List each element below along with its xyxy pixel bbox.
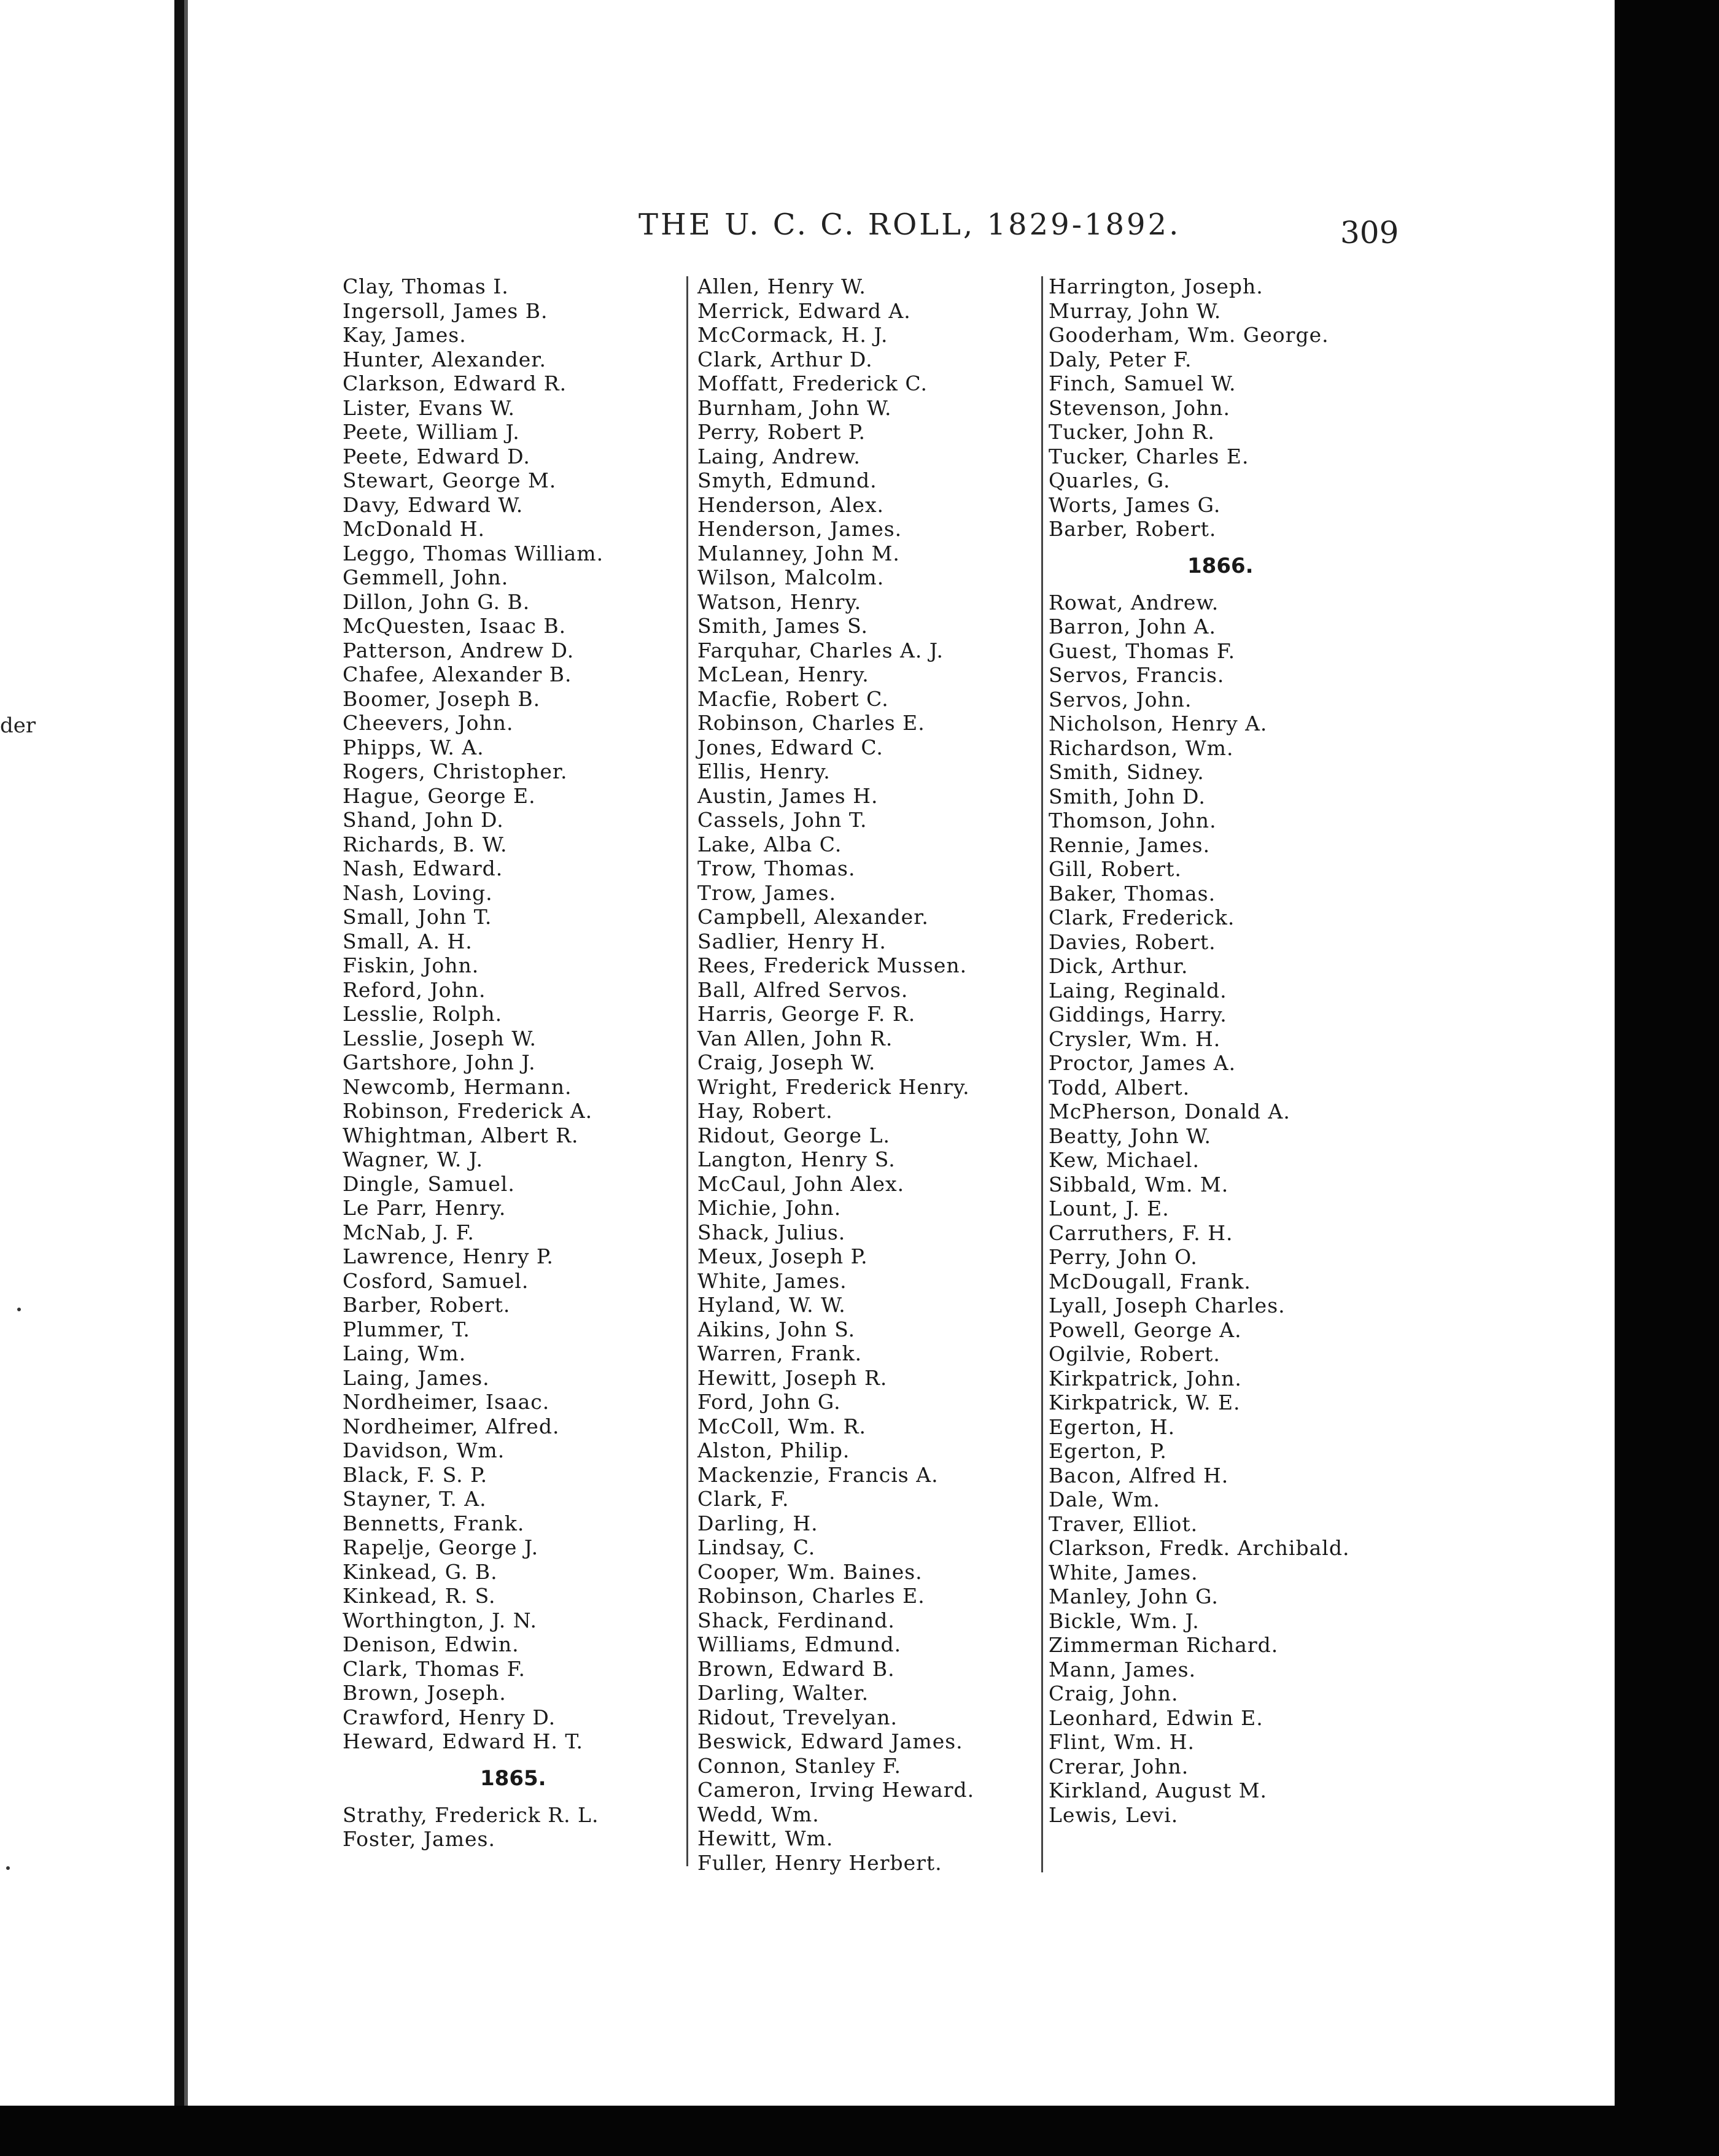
- roll-entry: Kew, Michael.: [1049, 1148, 1200, 1172]
- roll-entry: Dillon, John G. B.: [343, 589, 530, 614]
- roll-entry: Smith, James S.: [697, 614, 869, 638]
- roll-entry: Robinson, Charles E.: [697, 711, 925, 735]
- roll-entry: Lindsay, C.: [697, 1535, 816, 1559]
- roll-entry: Robinson, Charles E.: [697, 1584, 925, 1608]
- roll-entry: Fiskin, John.: [343, 953, 479, 977]
- roll-entry: Campbell, Alexander.: [697, 905, 929, 929]
- roll-entry: McNab, J. F.: [343, 1220, 475, 1244]
- roll-entry: Trow, James.: [697, 880, 837, 905]
- roll-entry: Clark, Arthur D.: [697, 347, 873, 371]
- roll-entry: Brown, Edward B.: [697, 1656, 895, 1681]
- binding-shadow-edge: [184, 0, 188, 2156]
- roll-entry: Worts, James G.: [1049, 492, 1221, 517]
- roll-entry: Nordheimer, Isaac.: [343, 1390, 550, 1414]
- roll-entry: Robinson, Frederick A.: [343, 1099, 593, 1123]
- roll-entry: Gooderham, Wm. George.: [1049, 323, 1329, 347]
- roll-entry: Hague, George E.: [343, 783, 536, 808]
- roll-entry: Gemmell, John.: [343, 565, 509, 589]
- roll-entry: Crerar, John.: [1049, 1754, 1189, 1778]
- roll-entry: Beatty, John W.: [1049, 1123, 1211, 1148]
- roll-entry: Ellis, Henry.: [697, 759, 831, 783]
- roll-entry: Flint, Wm. H.: [1049, 1730, 1195, 1754]
- margin-speck: [17, 1308, 21, 1311]
- roll-entry: Lister, Evans W.: [343, 395, 516, 420]
- scan-border-right: [1615, 0, 1719, 2156]
- roll-entry: Worthington, J. N.: [343, 1608, 538, 1632]
- roll-entry: Jones, Edward C.: [697, 735, 883, 759]
- roll-entry: Peete, William J.: [343, 420, 520, 444]
- roll-entry: Guest, Thomas F.: [1049, 638, 1236, 663]
- roll-entry: Egerton, H.: [1049, 1414, 1176, 1439]
- roll-entry: Kinkead, G. B.: [343, 1559, 498, 1584]
- roll-entry: Cameron, Irving Heward.: [697, 1778, 975, 1802]
- roll-entry: Langton, Henry S.: [697, 1147, 896, 1171]
- roll-entry: Kirkpatrick, W. E.: [1049, 1390, 1241, 1414]
- roll-entry: Reford, John.: [343, 977, 486, 1002]
- roll-entry: Traver, Elliot.: [1049, 1511, 1198, 1536]
- roll-entry: Daly, Peter F.: [1049, 347, 1192, 371]
- roll-entry: Wright, Frederick Henry.: [697, 1074, 970, 1099]
- roll-entry: Dick, Arthur.: [1049, 954, 1189, 978]
- roll-entry: Nordheimer, Alfred.: [343, 1414, 560, 1438]
- roll-entry: Kirkpatrick, John.: [1049, 1366, 1242, 1390]
- roll-entry: Trow, Thomas.: [697, 856, 856, 880]
- roll-entry: Crawford, Henry D.: [343, 1705, 556, 1729]
- roll-entry: Chafee, Alexander B.: [343, 662, 572, 686]
- roll-entry: Quarles, G.: [1049, 468, 1171, 492]
- roll-entry: White, James.: [1049, 1560, 1198, 1584]
- roll-entry: McCormack, H. J.: [697, 323, 888, 347]
- roll-entry: Hewitt, Wm.: [697, 1826, 834, 1850]
- roll-entry: Watson, Henry.: [697, 589, 862, 614]
- roll-entry: Ingersoll, James B.: [343, 298, 548, 323]
- roll-entry: Lewis, Levi.: [1049, 1802, 1179, 1827]
- roll-entry: Austin, James H.: [697, 783, 879, 808]
- roll-entry: Beswick, Edward James.: [697, 1729, 963, 1753]
- roll-entry: Laing, Wm.: [343, 1341, 467, 1365]
- roll-entry: Crysler, Wm. H.: [1049, 1026, 1221, 1051]
- roll-entry: Servos, Francis.: [1049, 663, 1225, 687]
- roll-entry: Mulanney, John M.: [697, 541, 900, 565]
- roll-entry: Wagner, W. J.: [343, 1147, 484, 1171]
- roll-entry: Todd, Albert.: [1049, 1075, 1190, 1099]
- roll-entry: Hewitt, Joseph R.: [697, 1365, 888, 1390]
- roll-entry: Perry, John O.: [1049, 1245, 1198, 1269]
- roll-entry: Manley, John G.: [1049, 1584, 1219, 1608]
- roll-entry: Mann, James.: [1049, 1657, 1197, 1681]
- roll-entry: Gill, Robert.: [1049, 857, 1182, 881]
- roll-entry: Meux, Joseph P.: [697, 1244, 868, 1268]
- name-column-3: [1049, 274, 1429, 1827]
- roll-entry: Fuller, Henry Herbert.: [697, 1850, 942, 1875]
- roll-entry: Shand, John D.: [343, 808, 504, 832]
- roll-entry: Williams, Edmund.: [697, 1632, 902, 1656]
- year-heading: 1866.: [1187, 553, 1254, 578]
- roll-entry: Finch, Samuel W.: [1049, 371, 1236, 395]
- roll-entry: Ball, Alfred Servos.: [697, 977, 909, 1002]
- roll-entry: Clarkson, Edward R.: [343, 371, 567, 395]
- roll-entry: Dale, Wm.: [1049, 1487, 1160, 1511]
- roll-entry: Nash, Edward.: [343, 856, 503, 880]
- roll-entry: Cosford, Samuel.: [343, 1268, 529, 1293]
- roll-entry: Smith, Sidney.: [1049, 760, 1205, 784]
- roll-entry: Rogers, Christopher.: [343, 759, 568, 783]
- roll-entry: Rennie, James.: [1049, 832, 1211, 857]
- roll-entry: Lake, Alba C.: [697, 832, 842, 856]
- roll-entry: Proctor, James A.: [1049, 1051, 1236, 1075]
- roll-entry: Shack, Ferdinand.: [697, 1608, 895, 1632]
- roll-entry: Warren, Frank.: [697, 1341, 863, 1365]
- roll-entry: Zimmerman Richard.: [1049, 1633, 1279, 1657]
- roll-entry: Richards, B. W.: [343, 832, 508, 856]
- roll-entry: Macfie, Robert C.: [697, 686, 889, 711]
- roll-entry: McLean, Henry.: [697, 662, 869, 686]
- roll-entry: Newcomb, Hermann.: [343, 1074, 572, 1099]
- roll-entry: Davies, Robert.: [1049, 929, 1216, 954]
- roll-entry: McDougall, Frank.: [1049, 1269, 1251, 1293]
- roll-entry: Kay, James.: [343, 323, 467, 347]
- roll-entry: Van Allen, John R.: [697, 1026, 893, 1050]
- roll-entry: McQuesten, Isaac B.: [343, 614, 567, 638]
- roll-entry: Mackenzie, Francis A.: [697, 1462, 939, 1487]
- roll-entry: Stevenson, John.: [1049, 395, 1230, 420]
- roll-entry: Clark, Frederick.: [1049, 905, 1235, 929]
- roll-entry: Denison, Edwin.: [343, 1632, 519, 1656]
- roll-entry: Le Parr, Henry.: [343, 1196, 506, 1220]
- roll-entry: Small, A. H.: [343, 929, 473, 953]
- roll-entry: Darling, H.: [697, 1511, 818, 1535]
- roll-entry: Tucker, Charles E.: [1049, 444, 1249, 468]
- roll-entry: Cassels, John T.: [697, 808, 867, 832]
- roll-entry: Michie, John.: [697, 1196, 842, 1220]
- roll-entry: Rapelje, George J.: [343, 1535, 539, 1559]
- roll-entry: Nicholson, Henry A.: [1049, 712, 1268, 735]
- roll-entry: Sibbald, Wm. M.: [1049, 1172, 1229, 1196]
- roll-entry: Hay, Robert.: [697, 1099, 833, 1123]
- margin-fragment: der: [0, 713, 36, 738]
- roll-entry: Lyall, Joseph Charles.: [1049, 1293, 1286, 1317]
- roll-entry: Laing, Andrew.: [697, 444, 861, 468]
- roll-entry: Egerton, P.: [1049, 1439, 1167, 1463]
- roll-entry: Smyth, Edmund.: [697, 468, 877, 492]
- roll-entry: Black, F. S. P.: [343, 1462, 488, 1487]
- roll-entry: Servos, John.: [1049, 687, 1192, 712]
- roll-entry: McColl, Wm. R.: [697, 1414, 867, 1438]
- column-rule: [1041, 276, 1043, 1872]
- left-margin: [0, 0, 178, 2156]
- roll-entry: Hyland, W. W.: [697, 1293, 846, 1317]
- roll-entry: White, James.: [697, 1268, 847, 1293]
- roll-entry: Strathy, Frederick R. L.: [343, 1802, 599, 1827]
- roll-entry: Small, John T.: [343, 905, 492, 929]
- roll-entry: Lesslie, Joseph W.: [343, 1026, 537, 1050]
- roll-entry: Aikins, John S.: [697, 1317, 856, 1341]
- scan-border-bottom: [0, 2106, 1719, 2156]
- roll-entry: Clay, Thomas I.: [343, 274, 509, 298]
- roll-entry: Heward, Edward H. T.: [343, 1729, 584, 1753]
- roll-entry: Stayner, T. A.: [343, 1487, 487, 1511]
- roll-entry: Cooper, Wm. Baines.: [697, 1559, 923, 1584]
- roll-entry: Foster, James.: [343, 1827, 495, 1851]
- roll-entry: Carruthers, F. H.: [1049, 1220, 1233, 1245]
- roll-entry: Baker, Thomas.: [1049, 881, 1216, 905]
- roll-entry: Farquhar, Charles A. J.: [697, 638, 944, 662]
- roll-entry: Harrington, Joseph.: [1049, 274, 1263, 298]
- roll-entry: Darling, Walter.: [697, 1681, 869, 1705]
- roll-entry: Barron, John A.: [1049, 615, 1216, 638]
- roll-entry: Kirkland, August M.: [1049, 1778, 1267, 1802]
- roll-entry: Boomer, Joseph B.: [343, 686, 541, 711]
- roll-entry: Merrick, Edward A.: [697, 298, 911, 323]
- roll-entry: Clarkson, Fredk. Archibald.: [1049, 1536, 1350, 1560]
- roll-entry: Dingle, Samuel.: [343, 1171, 515, 1196]
- name-column-1: [343, 274, 662, 1852]
- roll-entry: McCaul, John Alex.: [697, 1171, 905, 1196]
- roll-entry: Ford, John G.: [697, 1390, 841, 1414]
- roll-entry: Henderson, Alex.: [697, 492, 885, 517]
- roll-entry: Harris, George F. R.: [697, 1002, 916, 1026]
- roll-entry: Bacon, Alfred H.: [1049, 1463, 1229, 1487]
- roll-entry: Whightman, Albert R.: [343, 1123, 579, 1147]
- roll-entry: Barber, Robert.: [343, 1293, 511, 1317]
- roll-entry: Wedd, Wm.: [697, 1802, 820, 1826]
- roll-entry: Kinkead, R. S.: [343, 1584, 496, 1608]
- roll-entry: Richardson, Wm.: [1049, 735, 1234, 760]
- roll-entry: Plummer, T.: [343, 1317, 470, 1341]
- roll-entry: Nash, Loving.: [343, 880, 493, 905]
- roll-entry: Peete, Edward D.: [343, 444, 530, 468]
- roll-entry: Giddings, Harry.: [1049, 1002, 1227, 1026]
- roll-entry: Craig, John.: [1049, 1681, 1179, 1705]
- roll-entry: Hunter, Alexander.: [343, 347, 546, 371]
- roll-entry: Laing, Reginald.: [1049, 978, 1227, 1002]
- roll-entry: Rowat, Andrew.: [1049, 590, 1219, 615]
- running-title: THE U. C. C. ROLL, 1829-1892.: [638, 207, 1181, 242]
- roll-entry: Murray, John W.: [1049, 298, 1222, 323]
- roll-entry: Leonhard, Edwin E.: [1049, 1705, 1263, 1730]
- roll-entry: Connon, Stanley F.: [697, 1753, 901, 1778]
- roll-entry: Phipps, W. A.: [343, 735, 484, 759]
- roll-entry: Davidson, Wm.: [343, 1438, 505, 1462]
- roll-entry: Lount, J. E.: [1049, 1196, 1170, 1220]
- roll-entry: Craig, Joseph W.: [697, 1050, 876, 1074]
- roll-entry: Bennetts, Frank.: [343, 1511, 525, 1535]
- roll-entry: Rees, Frederick Mussen.: [697, 953, 968, 977]
- roll-entry: Patterson, Andrew D.: [343, 638, 575, 662]
- roll-entry: McDonald H.: [343, 517, 485, 541]
- roll-entry: Laing, James.: [343, 1365, 490, 1390]
- roll-entry: McPherson, Donald A.: [1049, 1099, 1290, 1123]
- roll-entry: Alston, Philip.: [697, 1438, 850, 1462]
- roll-entry: Lesslie, Rolph.: [343, 1002, 503, 1026]
- roll-entry: Bickle, Wm. J.: [1049, 1608, 1200, 1633]
- roll-entry: Moffatt, Frederick C.: [697, 371, 928, 395]
- roll-entry: Brown, Joseph.: [343, 1681, 506, 1705]
- roll-entry: Shack, Julius.: [697, 1220, 846, 1244]
- roll-entry: Powell, George A.: [1049, 1317, 1242, 1342]
- roll-entry: Cheevers, John.: [343, 711, 514, 735]
- roll-entry: Tucker, John R.: [1049, 420, 1215, 444]
- name-column-2: [697, 274, 1017, 1875]
- roll-entry: Ridout, George L.: [697, 1123, 890, 1147]
- roll-entry: Allen, Henry W.: [697, 274, 866, 298]
- page-number: 309: [1340, 215, 1399, 250]
- binding-shadow: [174, 0, 184, 2156]
- roll-entry: Thomson, John.: [1049, 808, 1217, 832]
- roll-entry: Henderson, James.: [697, 517, 902, 541]
- roll-entry: Wilson, Malcolm.: [697, 565, 885, 589]
- roll-entry: Sadlier, Henry H.: [697, 929, 887, 953]
- year-heading: 1865.: [480, 1766, 546, 1791]
- roll-entry: Leggo, Thomas William.: [343, 541, 604, 565]
- column-rule: [686, 276, 688, 1866]
- roll-entry: Gartshore, John J.: [343, 1050, 536, 1074]
- roll-entry: Stewart, George M.: [343, 468, 557, 492]
- roll-entry: Perry, Robert P.: [697, 420, 866, 444]
- roll-entry: Burnham, John W.: [697, 395, 892, 420]
- roll-entry: Lawrence, Henry P.: [343, 1244, 554, 1268]
- margin-speck: [6, 1866, 10, 1870]
- roll-entry: Clark, Thomas F.: [343, 1656, 526, 1681]
- roll-entry: Clark, F.: [697, 1487, 790, 1511]
- roll-entry: Smith, John D.: [1049, 784, 1206, 808]
- roll-entry: Davy, Edward W.: [343, 492, 524, 517]
- roll-entry: Ridout, Trevelyan.: [697, 1705, 898, 1729]
- roll-entry: Ogilvie, Robert.: [1049, 1342, 1220, 1366]
- roll-entry: Barber, Robert.: [1049, 517, 1217, 541]
